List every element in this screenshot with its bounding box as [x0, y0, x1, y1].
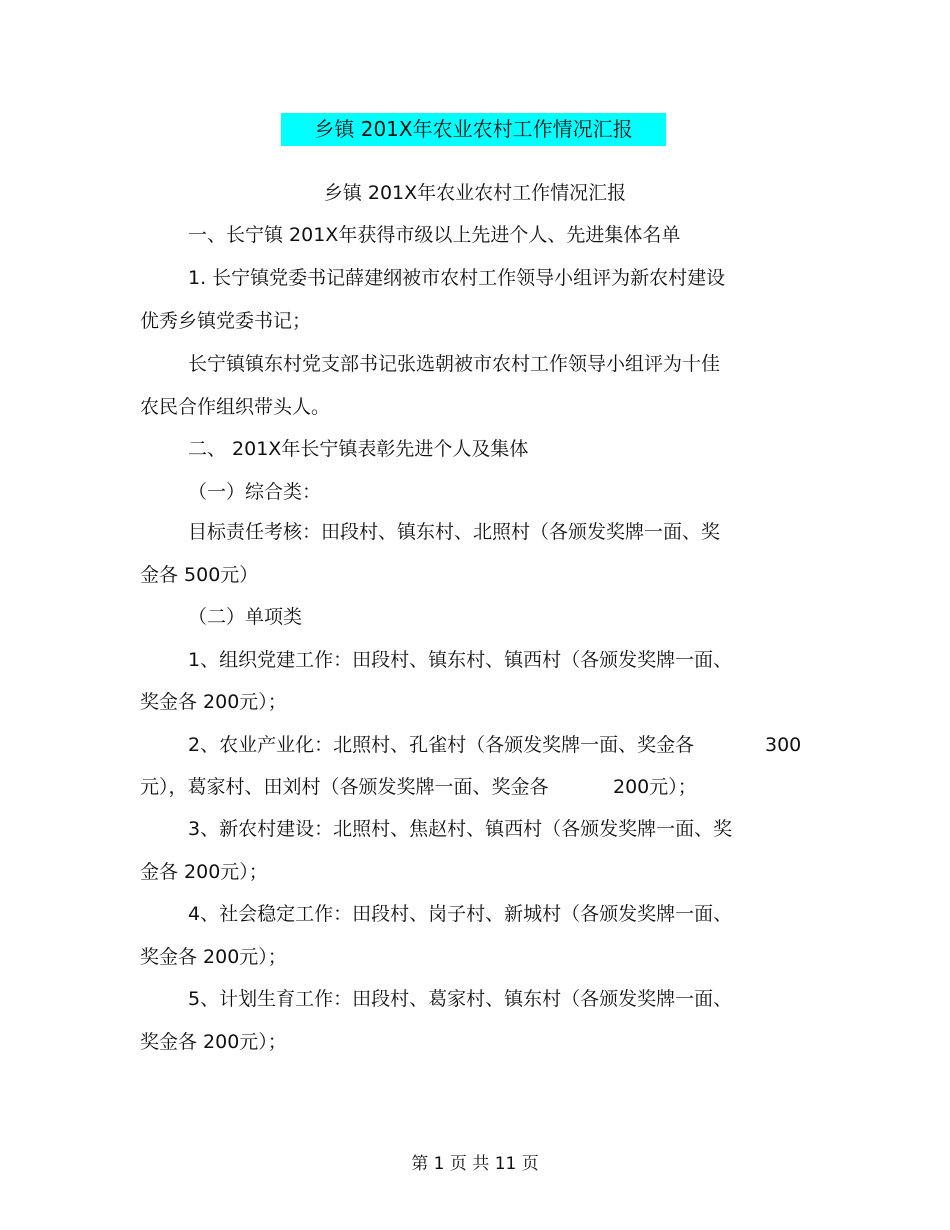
- paragraph-line: 200元）；: [613, 776, 697, 798]
- paragraph-line: 5、计划生育工作：田段村、葛家村、镇东村（各颁发奖牌一面、: [188, 988, 733, 1010]
- subsection-heading-1: （一）综合类：: [188, 481, 322, 503]
- paragraph-line: 2、农业产业化：北照村、孔雀村（各颁发奖牌一面、奖金各: [188, 734, 695, 756]
- paragraph-line: 元），葛家村、田刘村（各颁发奖牌一面、奖金各: [140, 776, 549, 798]
- paragraph-line: 目标责任考核：田段村、镇东村、北照村（各颁发奖牌一面、奖: [188, 521, 721, 543]
- paragraph-line: 优秀乡镇党委书记；: [140, 310, 312, 332]
- paragraph-line: 奖金各 200元）；: [140, 946, 287, 968]
- paragraph-line: 1. 长宁镇党委书记薛建纲被市农村工作领导小组评为新农村建设: [188, 267, 726, 289]
- document-subtitle: 乡镇 201X年农业农村工作情况汇报: [323, 182, 627, 204]
- paragraph-line: 1、组织党建工作：田段村、镇东村、镇西村（各颁发奖牌一面、: [188, 649, 733, 671]
- page-footer: 第 1 页 共 11 页: [411, 1154, 539, 1174]
- paragraph-line: 奖金各 200元）；: [140, 1031, 287, 1053]
- paragraph-line: 4、社会稳定工作：田段村、岗子村、新城村（各颁发奖牌一面、: [188, 903, 733, 925]
- paragraph-line: 金各 200元）；: [140, 861, 268, 883]
- paragraph-line: 3、新农村建设：北照村、焦赵村、镇西村（各颁发奖牌一面、奖: [188, 818, 733, 840]
- paragraph-line: 300: [765, 734, 802, 756]
- section-heading-1: 一、长宁镇 201X年获得市级以上先进个人、先进集体名单: [188, 224, 681, 246]
- section-heading-2: 二、 201X年长宁镇表彰先进个人及集体: [188, 438, 529, 460]
- paragraph-line: 长宁镇镇东村党支部书记张选朝被市农村工作领导小组评为十佳: [188, 353, 721, 375]
- paragraph-line: 金各 500元）: [140, 564, 259, 586]
- highlighted-title: 乡镇 201X年农业农村工作情况汇报: [281, 113, 666, 146]
- paragraph-line: 奖金各 200元）；: [140, 691, 287, 713]
- paragraph-line: 农民合作组织带头人。: [140, 396, 331, 418]
- subsection-heading-2: （二）单项类: [188, 606, 303, 628]
